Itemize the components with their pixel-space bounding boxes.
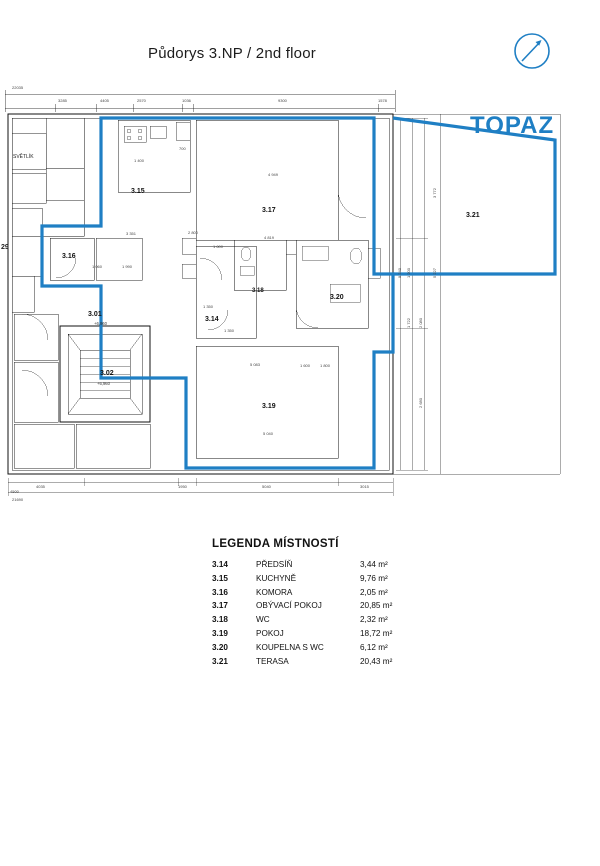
dim-bottom-4: 5040 bbox=[262, 484, 271, 489]
legend-room-number: 3.16 bbox=[212, 587, 228, 597]
legend-row bbox=[212, 616, 462, 624]
dim-plan-7: 1 350 bbox=[203, 304, 214, 309]
legend-room-area: 9,76 m² bbox=[360, 573, 388, 583]
legend-room-name: PŘEDSÍŇ bbox=[256, 560, 293, 569]
legend-row bbox=[212, 602, 462, 610]
floorplan-drawing bbox=[0, 78, 600, 502]
room-label-3-01: 3.01 bbox=[88, 311, 102, 318]
dim-right-0: 3 772 bbox=[432, 187, 437, 198]
legend-row bbox=[212, 644, 462, 652]
highlighted-unit-outline bbox=[42, 118, 393, 468]
legend-room-name: WC bbox=[256, 615, 270, 625]
room-label-3-21: 3.21 bbox=[466, 212, 480, 219]
page-title: Půdorys 3.NP / 2nd floor bbox=[148, 45, 316, 62]
dim-right-6: 9 240 bbox=[397, 267, 402, 278]
dim-plan-10: 1 350 bbox=[224, 328, 235, 333]
legend-row bbox=[212, 575, 462, 583]
room-legend bbox=[212, 538, 462, 671]
terrace-outline bbox=[393, 118, 555, 274]
legend-room-name: KOUPELNA S WC bbox=[256, 642, 324, 652]
legend-row bbox=[212, 589, 462, 597]
legend-room-area: 2,05 m² bbox=[360, 587, 388, 597]
dim-right-1: 5 227 bbox=[432, 267, 437, 278]
dim-plan-8: 1 600 bbox=[300, 363, 311, 368]
legend-room-name: TERASA bbox=[256, 656, 289, 666]
dim-bottom-1: 21690 bbox=[12, 497, 24, 502]
legend-room-area: 20,43 m² bbox=[360, 656, 393, 666]
dim-top-4: 1036 bbox=[182, 98, 191, 103]
north-arrow-icon bbox=[510, 29, 554, 73]
legend-room-area: 6,12 m² bbox=[360, 642, 388, 652]
legend-room-number: 3.18 bbox=[212, 615, 228, 625]
legend-room-name: KUCHYNĚ bbox=[256, 573, 297, 583]
dim-right-5: 1 722 bbox=[406, 317, 411, 328]
room-label-3-18: 3.18 bbox=[252, 288, 264, 294]
legend-room-number: 3.20 bbox=[212, 642, 228, 652]
legend-room-number: 3.15 bbox=[212, 573, 228, 583]
dim-plan-9: 1 800 bbox=[320, 363, 331, 368]
dim-top-0: 22035 bbox=[12, 85, 24, 90]
plan-note-svetlik: SVĚTLÍK bbox=[13, 154, 34, 160]
dim-top-5: 9300 bbox=[278, 98, 287, 103]
dim-plan-11: 2 800 bbox=[188, 230, 199, 235]
dim-bottom-0: 4500 bbox=[10, 489, 19, 494]
dim-top-6: 1578 bbox=[378, 98, 387, 103]
room-label-3-20: 3.20 bbox=[330, 294, 344, 301]
legend-room-area: 2,32 m² bbox=[360, 615, 388, 625]
dim-plan-1: 4 819 bbox=[264, 235, 275, 240]
dim-plan-0: 4 949 bbox=[268, 172, 279, 177]
room-label-3-19: 3.19 bbox=[262, 403, 276, 410]
room-label-3-16: 3.16 bbox=[62, 253, 76, 260]
legend-room-area: 3,44 m² bbox=[360, 560, 388, 569]
dim-plan-6: 1 990 bbox=[122, 264, 133, 269]
legend-row bbox=[212, 561, 462, 569]
room-label-3-14: 3.14 bbox=[205, 316, 219, 323]
legend-row bbox=[212, 658, 462, 666]
dim-plan-14: 1 400 bbox=[134, 158, 145, 163]
dim-plan-2: 5 083 bbox=[250, 362, 261, 367]
dim-top-2: 4405 bbox=[100, 98, 109, 103]
plan-level-note-1: +6,960 bbox=[94, 321, 107, 326]
room-label-3-02: 3.02 bbox=[100, 370, 114, 377]
dim-bottom-3: 1950 bbox=[178, 484, 187, 489]
legend-room-number: 3.21 bbox=[212, 656, 228, 666]
legend-room-name: POKOJ bbox=[256, 628, 284, 638]
plan-level-note-2: +6,960 bbox=[97, 381, 110, 386]
dim-top-1: 3285 bbox=[58, 98, 67, 103]
dim-right-4: 1 200 bbox=[406, 267, 411, 278]
dim-plan-4: 3 351 bbox=[126, 231, 137, 236]
legend-room-area: 20,85 m² bbox=[360, 601, 393, 611]
brand-label: TOPAZ bbox=[470, 112, 555, 139]
legend-room-area: 18,72 m² bbox=[360, 628, 393, 638]
legend-room-number: 3.14 bbox=[212, 560, 228, 569]
dim-bottom-2: 4035 bbox=[36, 484, 45, 489]
dim-plan-3: 5 040 bbox=[263, 431, 274, 436]
room-label-3-17: 3.17 bbox=[262, 207, 276, 214]
plan-note-29: 29 bbox=[1, 244, 9, 251]
room-label-3-15: 3.15 bbox=[131, 188, 145, 195]
dim-right-2: 2 080 bbox=[418, 317, 423, 328]
dim-top-3: 2570 bbox=[137, 98, 146, 103]
legend-title: LEGENDA MÍSTNOSTÍ bbox=[212, 538, 339, 550]
legend-row bbox=[212, 630, 462, 638]
dim-plan-5: 1 060 bbox=[92, 264, 103, 269]
dim-right-3: 2 680 bbox=[418, 397, 423, 408]
dim-plan-13: 1 600 bbox=[213, 244, 224, 249]
dim-plan-12: 700 bbox=[179, 146, 186, 151]
dim-bottom-5: 3015 bbox=[360, 484, 369, 489]
legend-room-name: KOMORA bbox=[256, 587, 293, 597]
legend-room-number: 3.17 bbox=[212, 601, 228, 611]
legend-room-number: 3.19 bbox=[212, 628, 228, 638]
legend-room-name: OBÝVACÍ POKOJ bbox=[256, 601, 322, 611]
